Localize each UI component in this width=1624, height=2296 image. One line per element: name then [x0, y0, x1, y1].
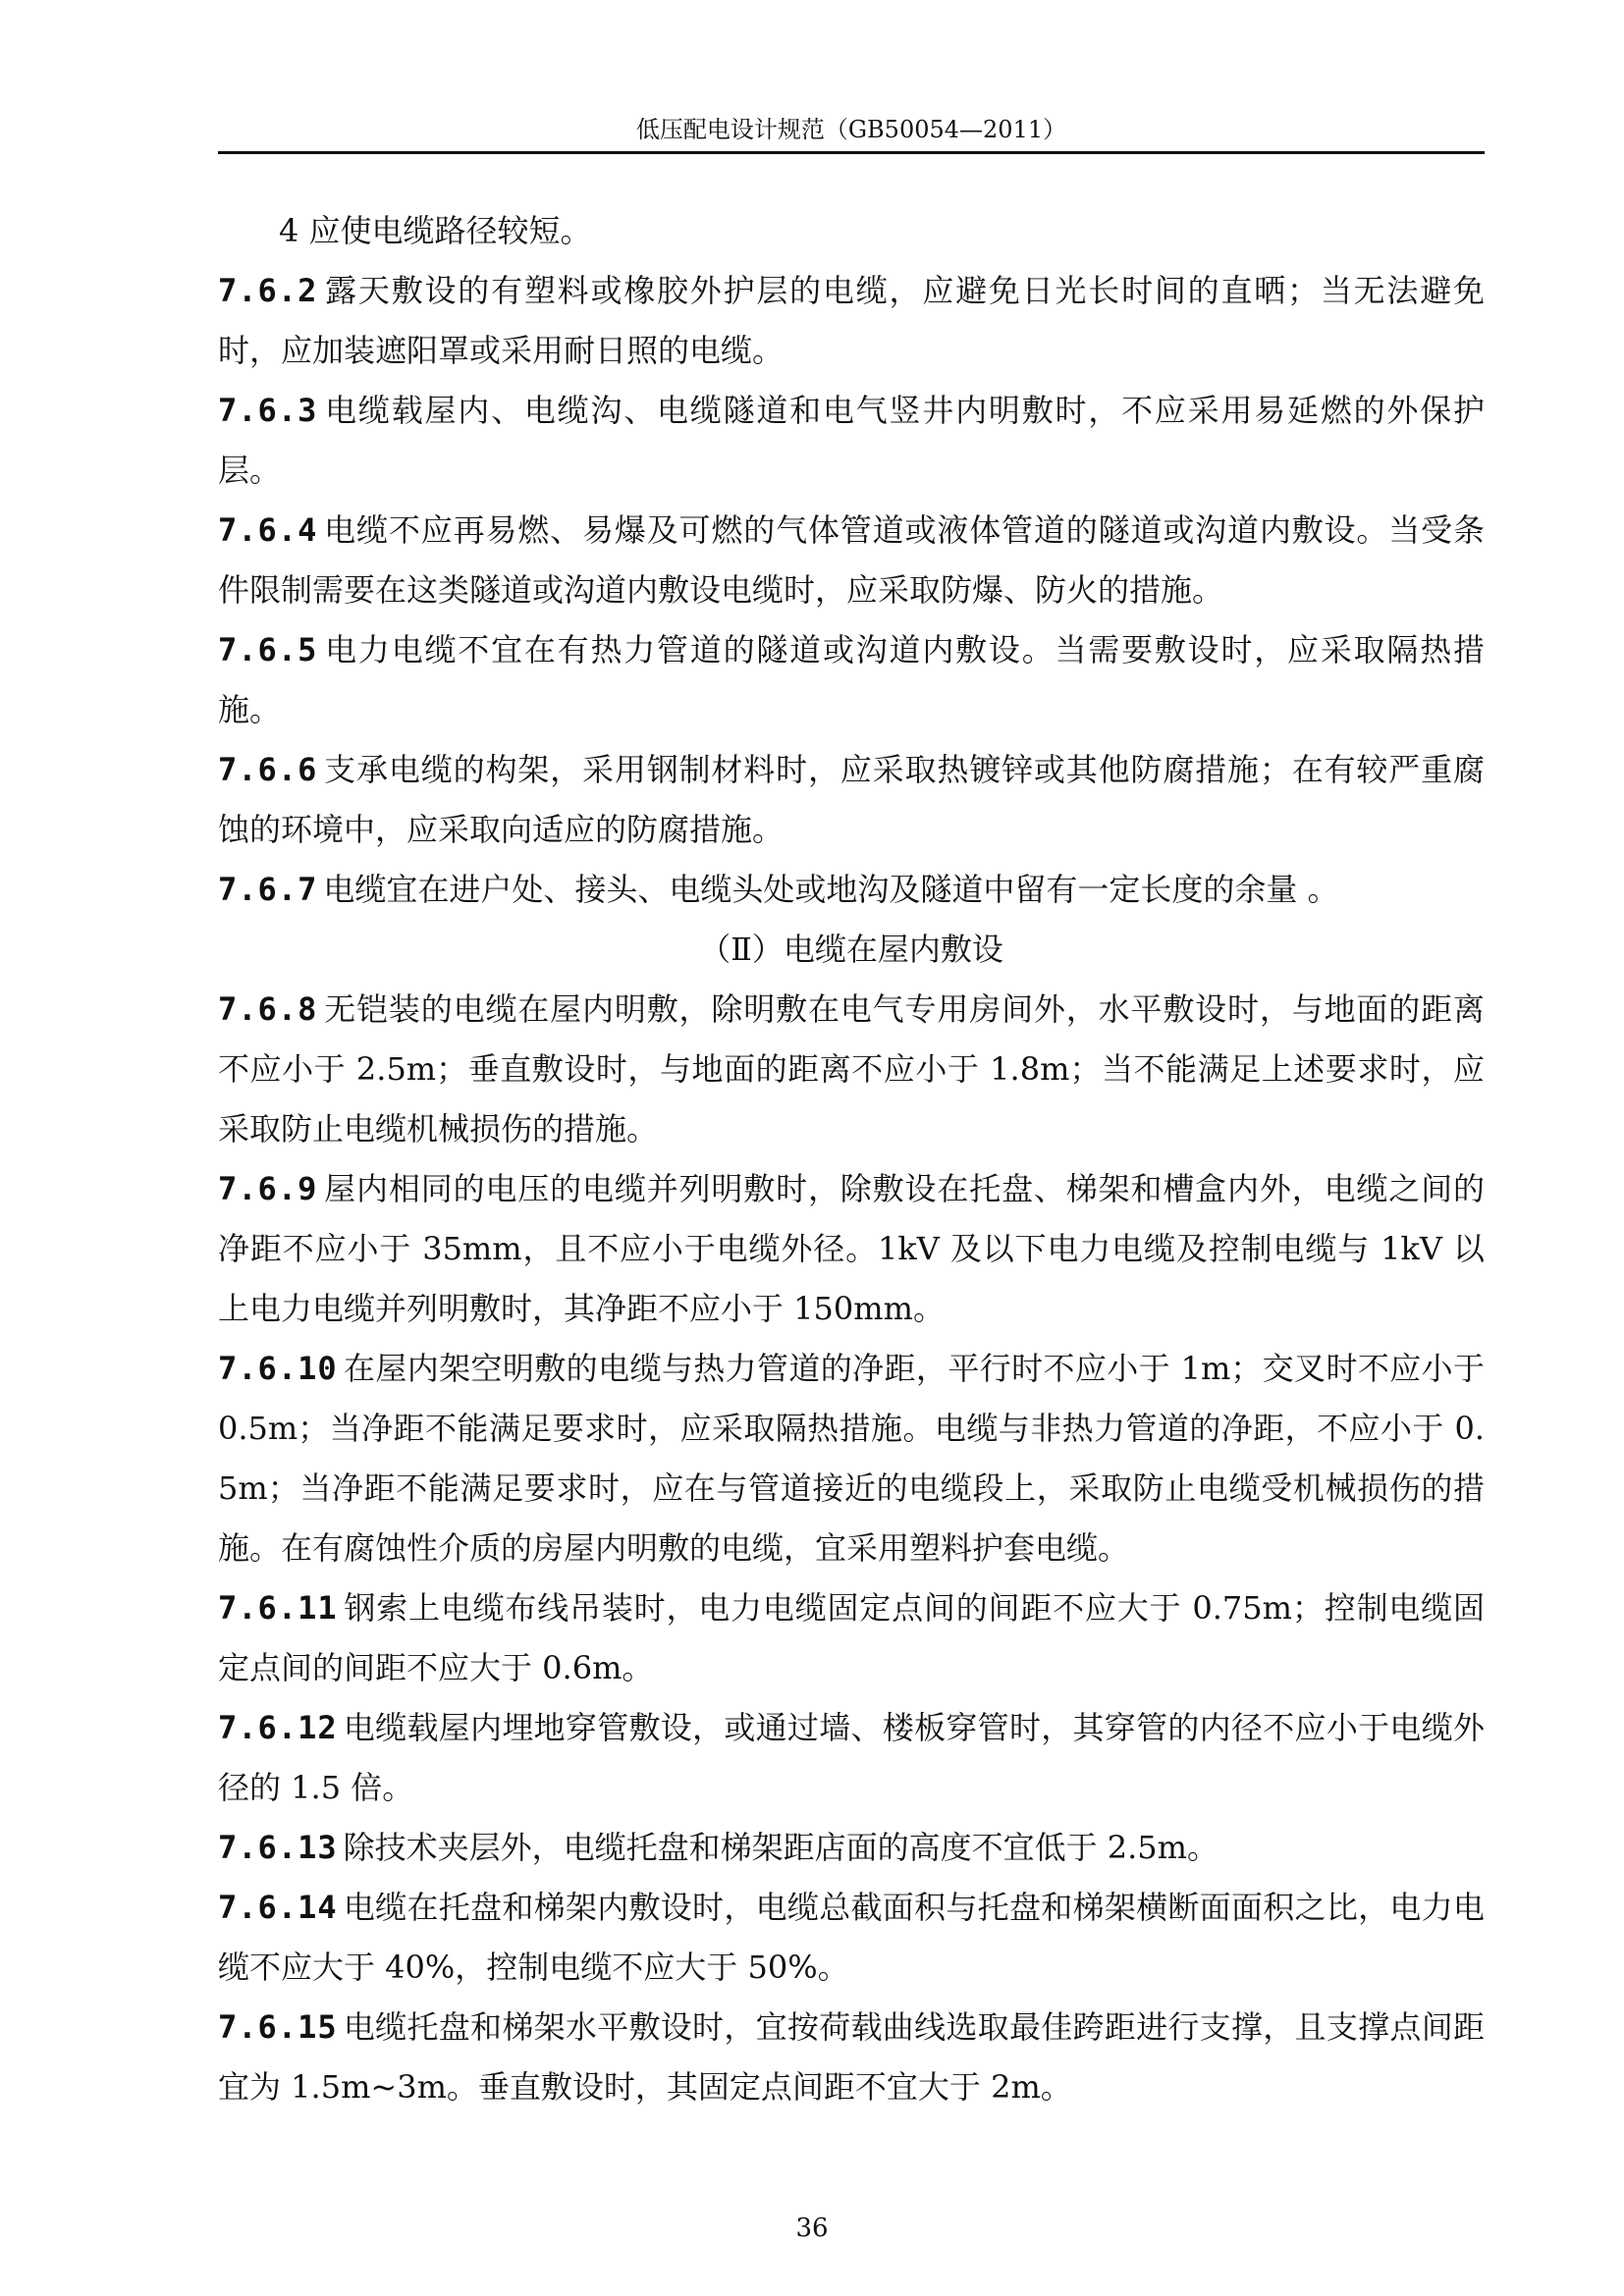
clause-number: 7.6.3 — [218, 392, 318, 429]
clause-number: 7.6.2 — [218, 272, 318, 309]
clause-number: 7.6.15 — [218, 2008, 338, 2046]
clause-text: 钢索上电缆布线吊装时，电力电缆固定点间的间距不应大于 0.75m；控制电缆固定点间的间距不应大于 0.6m。 — [218, 1589, 1485, 1686]
clause-7-6-9 — [218, 1159, 1485, 1339]
clause-number: 7.6.5 — [218, 631, 318, 668]
clause-text: 电力电缆不宜在有热力管道的隧道或沟道内敷设。当需要敷设时，应采取隔热措施。 — [218, 631, 1485, 728]
clause-7-6-4 — [218, 501, 1485, 620]
clause-number: 7.6.10 — [218, 1350, 338, 1387]
paragraph-text: 4 应使电缆路径较短。 — [279, 212, 592, 249]
clause-7-6-2 — [218, 261, 1485, 381]
clause-7-6-13 — [218, 1818, 1485, 1878]
clause-text: 电缆宜在进户处、接头、电缆头处或地沟及隧道中留有一定长度的余量 。 — [323, 871, 1339, 908]
clause-7-6-3 — [218, 381, 1485, 501]
clause-text: 支承电缆的构架，采用钢制材料时，应采取热镀锌或其他防腐措施；在有较严重腐蚀的环境中，应采取向适应的防腐措施。 — [218, 751, 1485, 848]
clause-7-6-15 — [218, 1998, 1485, 2117]
clause-7-6-14 — [218, 1878, 1485, 1998]
clause-text: 电缆托盘和梯架水平敷设时，宜按荷载曲线选取最佳跨距进行支撑，且支撑点间距宜为 1.5m~3m。垂直敷设时，其固定点间距不宜大于 2m。 — [218, 2008, 1485, 2106]
clause-text: 除技术夹层外，电缆托盘和梯架距店面的高度不宜低于 2.5m。 — [343, 1829, 1219, 1866]
clause-number: 7.6.6 — [218, 751, 318, 788]
clause-text: 在屋内架空明敷的电缆与热力管道的净距，平行时不应小于 1m；交叉时不应小于 0.5m；当净距不能满足要求时，应采取隔热措施。电缆与非热力管道的净距，不应小于 0.5m；当净距不能满足要求时，应在与管道接近的电缆段上，采取防止电缆受机械损伤的措施。在有腐蚀性介质的房屋内明敷的电缆，宜采用塑料护套电缆。 — [218, 1350, 1485, 1567]
clause-number: 7.6.14 — [218, 1889, 338, 1926]
clause-7-6-11 — [218, 1578, 1485, 1698]
clause-text: 电缆载屋内埋地穿管敷设，或通过墙、楼板穿管时，其穿管的内径不应小于电缆外径的 1.5 倍。 — [218, 1709, 1485, 1806]
clause-7-6-5 — [218, 620, 1485, 740]
section-heading — [218, 920, 1485, 980]
clause-number: 7.6.13 — [218, 1829, 338, 1866]
clause-text: 电缆载屋内、电缆沟、电缆隧道和电气竖井内明敷时，不应采用易延燃的外保护层。 — [218, 392, 1485, 489]
clause-number: 7.6.8 — [218, 990, 318, 1028]
clause-text: 电缆在托盘和梯架内敷设时，电缆总截面积与托盘和梯架横断面面积之比，电力电缆不应大于 40%，控制电缆不应大于 50%。 — [218, 1889, 1485, 1986]
clause-7-6-6 — [218, 740, 1485, 860]
clause-number: 7.6.9 — [218, 1170, 318, 1207]
running-header: 低压配电设计规范（GB50054—2011） — [635, 116, 1067, 143]
clause-7-6-8 — [218, 980, 1485, 1159]
clause-text: 屋内相同的电压的电缆并列明敷时，除敷设在托盘、梯架和槽盒内外，电缆之间的净距不应小于 35mm，且不应小于电缆外径。1kV 及以下电力电缆及控制电缆与 1kV 以上电力电缆并列明敷时，其净距不应小于 150mm。 — [218, 1170, 1485, 1327]
clause-number: 7.6.11 — [218, 1589, 338, 1627]
page-number: 36 — [795, 2214, 829, 2243]
clause-7-6-7 — [218, 860, 1485, 920]
clause-text: 露天敷设的有塑料或橡胶外护层的电缆，应避免日光长时间的直晒；当无法避免时，应加装遮阳罩或采用耐日照的电缆。 — [218, 272, 1485, 369]
clause-number: 7.6.4 — [218, 511, 318, 549]
clause-7-6-10 — [218, 1339, 1485, 1578]
document-body — [218, 201, 1485, 2117]
clause-number: 7.6.12 — [218, 1709, 338, 1746]
clause-text: 电缆不应再易燃、易爆及可燃的气体管道或液体管道的隧道或沟道内敷设。当受条件限制需要在这类隧道或沟道内敷设电缆时，应采取防爆、防火的措施。 — [218, 511, 1485, 609]
header-rule — [218, 151, 1485, 154]
list-item — [218, 201, 1485, 261]
clause-number: 7.6.7 — [218, 871, 318, 908]
clause-text: 无铠装的电缆在屋内明敷，除明敷在电气专用房间外，水平敷设时，与地面的距离不应小于 2.5m；垂直敷设时，与地面的距离不应小于 1.8m；当不能满足上述要求时，应采取防止电缆机械损伤的措施。 — [218, 990, 1485, 1148]
clause-7-6-12 — [218, 1698, 1485, 1818]
section-heading-text: （Ⅱ）电缆在屋内敷设 — [699, 931, 1003, 968]
